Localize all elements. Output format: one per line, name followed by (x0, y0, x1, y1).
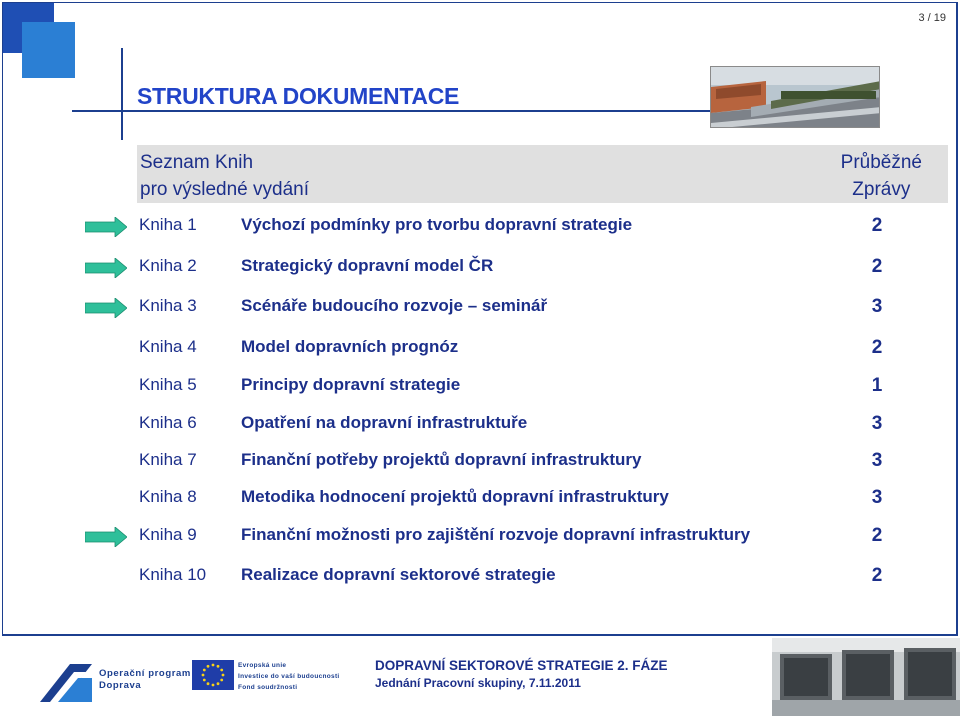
book-row (0, 450, 960, 480)
book-description: Výchozí podmínky pro tvorbu dopravní strategie (241, 215, 633, 234)
eu-label (238, 660, 340, 693)
report-count: 3 (871, 450, 883, 471)
book-description: Strategický dopravní model ČR (241, 256, 494, 275)
book-label: Kniha 8 (139, 487, 197, 506)
book-label: Kniha 4 (139, 337, 197, 356)
book-description: Principy dopravní strategie (241, 375, 461, 394)
book-row (0, 487, 960, 517)
book-row (0, 337, 960, 367)
book-description: Scénáře budoucího rozvoje – seminář (241, 296, 548, 315)
operational-programme-label (99, 668, 191, 692)
book-row (0, 413, 960, 443)
report-count: 3 (871, 296, 883, 317)
book-row (0, 296, 960, 326)
eu-line3: Fond soudržnosti (238, 684, 298, 691)
footer (0, 638, 960, 716)
arrow-right-icon (85, 527, 127, 547)
book-row (0, 375, 960, 405)
header-reports (841, 149, 922, 203)
eu-line2: Investice do vaší budoucnosti (238, 673, 340, 680)
book-row (0, 256, 960, 286)
book-description: Model dopravních prognóz (241, 337, 459, 356)
book-description: Realizace dopravní sektorové strategie (241, 565, 556, 584)
header-book-list (140, 149, 309, 203)
report-count: 1 (871, 375, 883, 396)
eu-line1: Evropská unie (238, 662, 287, 669)
operational-programme-line1: Operační program (99, 668, 191, 679)
book-description: Opatření na dopravní infrastruktuře (241, 413, 528, 432)
decor-horizontal-line (72, 110, 712, 112)
loading-dock-photo (772, 638, 960, 716)
book-row (0, 215, 960, 245)
report-count: 2 (871, 256, 883, 277)
book-label: Kniha 3 (139, 296, 197, 315)
operational-programme-line2: Doprava (99, 680, 142, 691)
book-description: Metodika hodnocení projektů dopravní infrastruktury (241, 487, 669, 506)
book-label: Kniha 1 (139, 215, 197, 234)
book-label: Kniha 7 (139, 450, 197, 469)
report-count: 2 (871, 215, 883, 236)
header-book-list-line2: pro výsledné vydání (140, 179, 309, 200)
report-count: 2 (871, 525, 883, 546)
decor-square-light (22, 22, 75, 78)
table-header (137, 145, 948, 203)
header-reports-line1: Průběžné (840, 152, 922, 173)
report-count: 2 (871, 565, 883, 586)
slide-title: STRUKTURA DOKUMENTACE (137, 83, 460, 109)
header-book-list-line1: Seznam Knih (140, 152, 254, 173)
book-description: Finanční potřeby projektů dopravní infrastruktury (241, 450, 642, 469)
railway-photo (710, 66, 880, 128)
arrow-right-icon (85, 298, 127, 318)
footer-title: DOPRAVNÍ SEKTOROVÉ STRATEGIE 2. FÁZE (375, 658, 668, 673)
report-count: 3 (871, 413, 883, 434)
book-label: Kniha 10 (139, 565, 207, 584)
book-label: Kniha 6 (139, 413, 197, 432)
eu-flag-icon (192, 660, 234, 690)
footer-subtitle: Jednání Pracovní skupiny, 7.11.2011 (375, 676, 581, 690)
report-count: 2 (871, 337, 883, 358)
decor-vertical-line (121, 48, 123, 140)
book-row (0, 525, 960, 555)
book-row (0, 565, 960, 595)
book-label: Kniha 9 (139, 525, 197, 544)
page-number: 3 / 19 (918, 12, 946, 24)
book-description: Finanční možnosti pro zajištění rozvoje dopravní infrastruktury (241, 525, 751, 544)
report-count: 3 (871, 487, 883, 508)
book-label: Kniha 2 (139, 256, 197, 275)
header-reports-line2: Zprávy (852, 179, 911, 200)
arrow-right-icon (85, 217, 127, 237)
arrow-right-icon (85, 258, 127, 278)
book-label: Kniha 5 (139, 375, 197, 394)
